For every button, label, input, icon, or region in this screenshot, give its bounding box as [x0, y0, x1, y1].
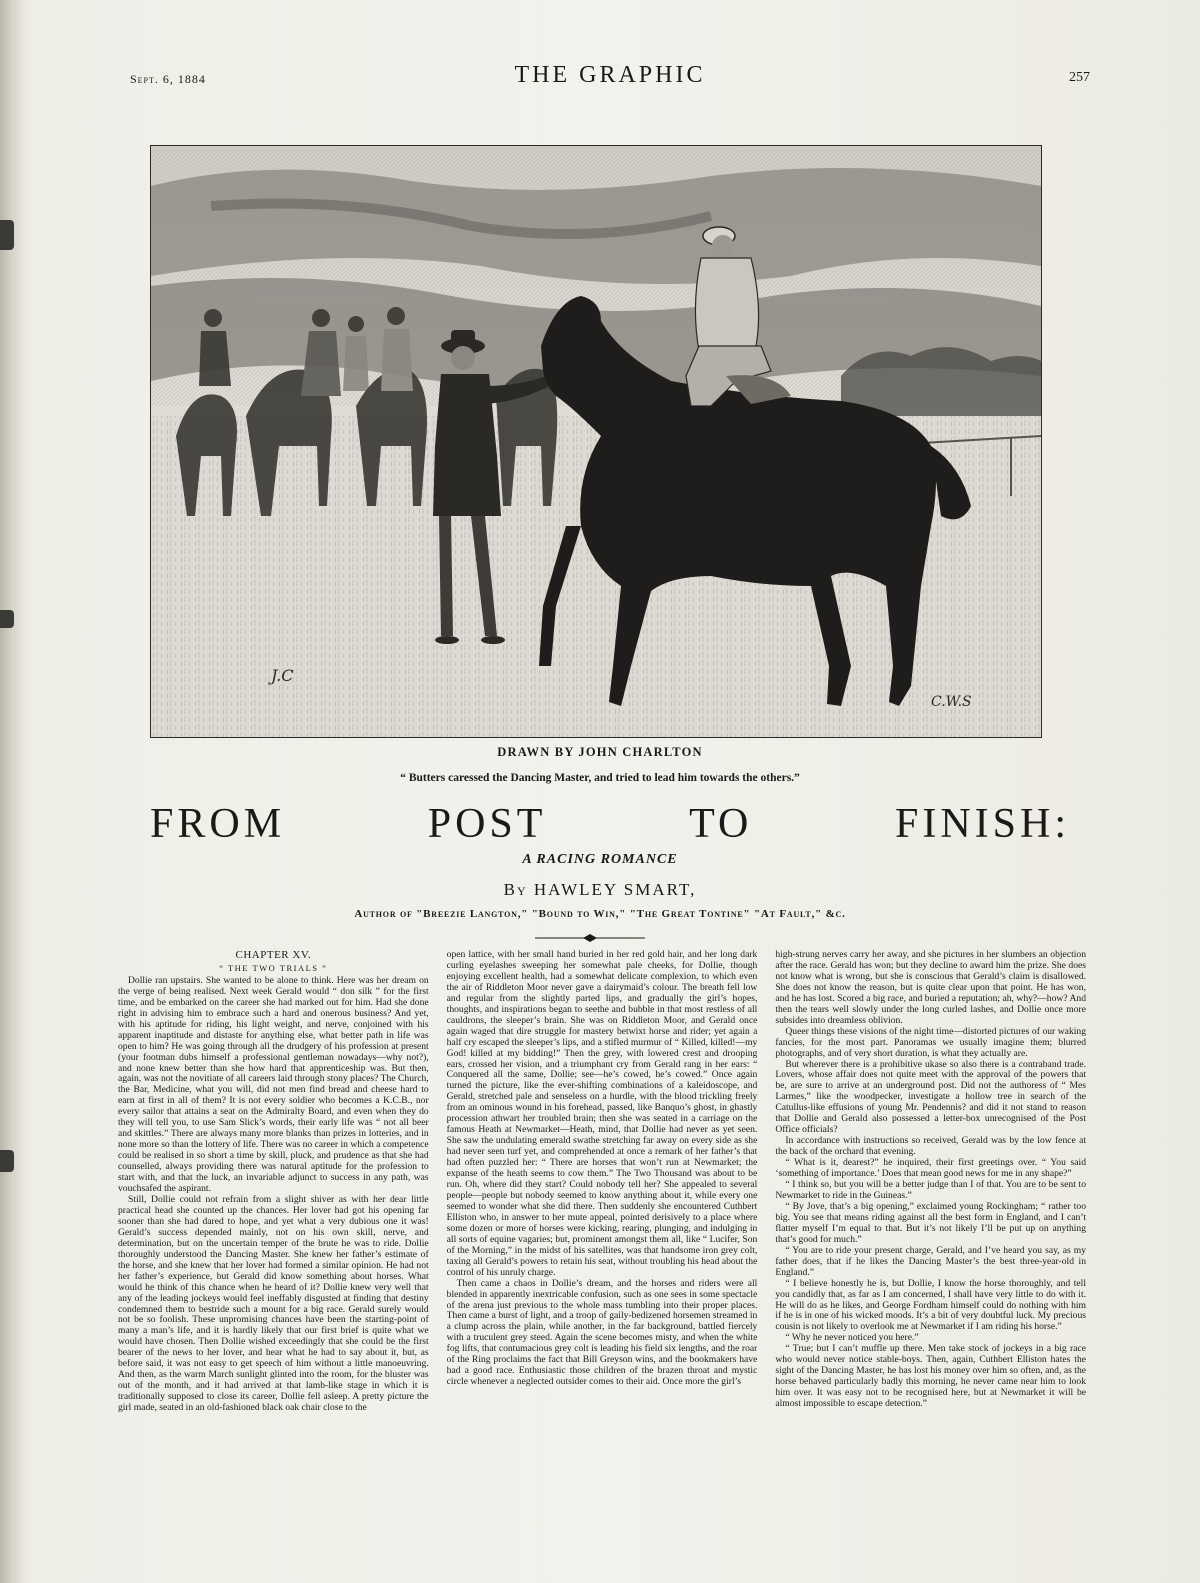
edge-tear	[0, 220, 14, 250]
paragraph: open lattice, with her small hand buried in her red gold hair, and her long dark curling eyelashes sweeping her somewhat pale cheeks, for Dollie, though enjoying excellent health, had a somewhat delicate complexion, to which even the air of Riddleton Moor never gave a dairymaid’s colour. The breath fell low and regular from the slightly parted lips, and gradually the girl’s hopes, thoughts, and inspirations began to seethe and bubble in that most restless of all cauldrons, the sleeper’s brain. She was on Riddleton Moor, and Gerald once again waged that dire struggle for mastery betwixt horse and rider; yet again a half cry escaped the sleeper’s lips, and a stifled murmur of “ Killed, killed!—my God! killed at my bidding!” Then the grey, with lowered crest and drooping ears, crossed her vision, and a triumphant cry from Gerald rang in her ears: “ Conquered all the same, Dollie; see—he’s cowed, he’s cowed.” Once again turned the picture, like the ever-shifting combinations of a kaleidoscope, and Gerald, stretched pale and senseless on a hurdle, with the blood trickling freely from an ominous wound in his forehead, passed, like Banquo’s ghost, in ghastly procession athwart her troubled brain; then she was seated in a carriage on the famous Heath at Newmarket—Heath, mind, that Dollie had never as yet seen. She saw the undulating emerald swathe stretching far away on every side as she had never seen turf yet, and comprehended at once a remark of her father’s that had often puzzled her: “ There are horses that won’t run at Newmarket; the expanse of the heath seems to cow them.” The Two Thousand was about to be run. Oh, where did they start? Could nobody tell her? She appealed to several people—people but nobody seemed to know anything about it, while every one seemed to wonder what she did there. Then suddenly she encountered Cuthbert Elliston who, in answer to her mute appeal, pointed derisively to a place where some dozen or more of horses were kicking, rearing, plunging, and indulging in all sorts of equine vagaries; but, prominent amongst them all, like “ Lucifer, Son of the Morning,” in the midst of his satellites, was that handsome iron grey colt, taxing all Gerald’s powers to retain his seat, without troubling his head about the control of his unruly charge.	[446, 950, 758, 1278]
page-binding-edge	[0, 0, 26, 1583]
byline	[0, 880, 1200, 900]
chapter-title: “ THE TWO TRIALS ”	[219, 962, 328, 973]
paragraph: “ I believe honestly he is, but Dollie, I know the horse thoroughly, and tell you candidly that, as far as I am concerned, I shall have very little to do with it. He will do as he likes, and George Fordham himself could do nothing with him if he is in one of his wicked moods. It’s a bit of very doubtful luck. My precious cousin is not likely to overlook me at Newmarket if I am riding his horse.”	[775, 1277, 1087, 1333]
paragraph: “ By Jove, that’s a big opening,” exclaimed young Rockingham; “ rather too big. You see that means riding against all the best form in England, and I can’t flatter myself I’m equal to that. But it’s not likely I’ll be put up on anything that’s good for much.”	[775, 1200, 1087, 1245]
article-column-3	[775, 950, 1086, 1510]
paragraph: In accordance with instructions so received, Gerald was by the low fence at the back of the orchard that evening.	[775, 1135, 1087, 1158]
rule-ornament-icon	[535, 932, 645, 944]
subtitle: A RACING ROMANCE	[522, 852, 678, 867]
paragraph: “ What is it, dearest?” he inquired, their first greetings over. “ You said ‘something of importance.’ Does that mean good news for me in any shape?”	[775, 1157, 1087, 1180]
paragraph: high-strung nerves carry her away, and she pictures in her slumbers an objection after the race. Gerald has won; but they decline to award him the prize. She does not know what is wrong, but she is conscious that Gerald’s claim is disallowed. She does not know the reason, but is quite clear upon that point. He has won, and he has lost. Scored a big race, and buried a reputation; ah, why?—how? And then the tears well slowly under the long curled lashes, and Dollie once more subsides into dreamless oblivion.	[775, 950, 1087, 1026]
paragraph: Still, Dollie could not refrain from a slight shiver as with her dear little practical head she counted up the chances. Her lover had got his opening far sooner than she had dared to hope, and yet what a very dubious one it was! Gerald’s success depended mainly, not on his own skill, nerve, and determination, but on the uncertain temper of the brute he was to ride. Dollie thoroughly understood the Dancing Master. She knew her father’s estimate of the horse, and she knew that her lover had formed a similar opinion. He had not her father’s experience, but Gerald did know something about horses. What would he think of this chance when he heard of it? Dollie knew very well that any of the leading jockeys would feel ineffably disgusted at finding that destiny condemned them to bestride such a mount for a big race. Gerald surely would not be so foolish. These unpromising chances have been the starting-point of many a man’s life, and it is hardly likely that our first brief is quite what we would have chosen. Then Dollie wished exceedingly that she could be the first bearer of the news to her lover, and hear what he had to say about it, but, as before said, it was not easy to get speech of him without a little manoeuvring. And then, as the warm March sunlight glinted into the room, for the bluster was out of the month, and it had arrived at that lamb-like stage in which it is traditionally supposed to close its career, Dollie fell asleep. A pretty picture the girl made, seated in an old-fashioned black oak chair close to the	[118, 1193, 429, 1414]
masthead	[130, 62, 1090, 90]
paragraph: “ I think so, but you will be a better judge than I of that. You are to be sent to Newmarket to ride in the Guineas.”	[775, 1179, 1087, 1201]
paragraph: Then came a chaos in Dollie’s dream, and the horses and riders were all blended in apparently inextricable confusion, such as one sees in some spectacle of the arena just previous to the whole mass tumbling into their proper places. Then came a burst of light, and a troop of gaily-bedizened horsemen streamed in a clump across the plain, while another, in the far background, battled fiercely with a truculent grey steed. Again the scene becomes misty, and when the white fog lifts, that contumacious grey colt is leading his field six lengths, and the roar of the Ring proclaims the fact that Bill Greyson wins, and the bookmakers have had a good race. Enthusiastic those children of the brazen throat and mystic circle whenever a neglected outsider comes to their aid. Once more the girl’s	[446, 1277, 758, 1388]
publication-title: THE GRAPHIC	[514, 62, 706, 88]
author-credits: Author of "Breezie Langton," "Bound to Win," "The Great Tontine" "At Fault," &c.	[354, 908, 846, 920]
chapter-heading: CHAPTER XV.	[235, 950, 312, 961]
monogram-left: J.C	[271, 666, 294, 685]
issue-date: Sept. 6, 1884	[130, 72, 206, 86]
paragraph: Queer things these visions of the night time—distorted pictures of our waking fancies, for the most part. Panoramas we usually imagine them; blurred photographs, and of very short duration, is what they actually are.	[775, 1025, 1087, 1059]
headline	[150, 800, 1070, 848]
paragraph: “ True; but I can’t muffle up there. Men take stock of jockeys in a big race who would never notice stable-boys. Then, again, Cuthbert Elliston hates the sight of the Dancing Master, he has lost his money over him so often, and, as the horse behaved particularly badly this morning, he never came near him to look him over. It was easy not to be recognised here, but at Newmarket it will be almost impossible to escape detection.”	[775, 1343, 1087, 1410]
author-name: HAWLEY SMART,	[533, 880, 697, 899]
headline-word: FROM	[150, 801, 286, 847]
paragraph: “ You are to ride your present charge, Gerald, and I’ve heard you say, as my father does, that if he likes the Dancing Master’s the best three-year-old in England.”	[775, 1244, 1087, 1278]
paragraph: But wherever there is a prohibitive ukase so also there is a contraband trade. Lovers, whose affair does not quite meet with the approval of the powers that be, are sure to arrive at an underground post. Did not the authoress of “ Mes Larmes,” like the woodpecker, investigate a hollow tree in search of the Catullus-like effusions of young Mr. Pendennis? and did it not stand to reason that Dollie and Gerald also possessed a letter-box unrecognised of the Post Office officials?	[775, 1058, 1087, 1136]
headline-word: TO	[689, 801, 753, 847]
illustration-caption: “ Butters caressed the Dancing Master, and tried to lead him towards the others.”	[400, 772, 800, 784]
article-column-2	[447, 950, 758, 1510]
illustration-credit: DRAWN BY JOHN CHARLTON	[497, 745, 703, 759]
headline-word: FINISH:	[894, 801, 1070, 847]
racehorse-engraving	[151, 146, 1041, 737]
article-column-1	[118, 950, 429, 1510]
paragraph: Dollie ran upstairs. She wanted to be alone to think. Here was her dream on the verge of being realised. Next week Gerald would “ don silk ” for the first time, and be embarked on the career she had marked out for him. Had she done right in advising him to embrace such a hard and onerous business? And yet, with his aptitude for riding, his light weight, and nerve, conjoined with his apparent inaptitude and distaste for anything else, what better path in life was open to him? He was going through all the drudgery of his profession at present (your footman dubs himself a professional gentleman nowadays—why not?), and none knew better than she how hard that apprenticeship was. But then, again, was not the novitiate of all careers laid through stony places? The Church, the Bar, Medicine, what you will, did not men find bread and cheese hard to earn at first in all of them? It is not every soldier who becomes a K.C.B., nor every sailor that attains a seat on the Admiralty Board, and even when they do they will tell you, to use Sam Slick’s words, their early life was “ not all beer and skittles.” There are always many more blanks than prizes in lotteries, and in none more so than the lottery of life. There was no career in which a competence could be realised in so short a time by skill, pluck, and prudence as that she had counselled, always providing there was natural aptitude for the profession to start with, and that the luck, an invariable adjunct to success in any path, was vouchsafed the aspirant.	[118, 974, 429, 1195]
byline-prefix: By	[503, 880, 528, 899]
edge-tear	[0, 1150, 14, 1172]
edge-tear	[0, 610, 14, 628]
article-body	[118, 950, 1086, 1510]
page-number: 257	[1069, 70, 1090, 85]
engraving-illustration	[150, 145, 1042, 738]
headline-word: POST	[427, 801, 547, 847]
paragraph: “ Why he never noticed you here.”	[785, 1332, 919, 1344]
monogram-right: C.W.S	[931, 694, 972, 710]
